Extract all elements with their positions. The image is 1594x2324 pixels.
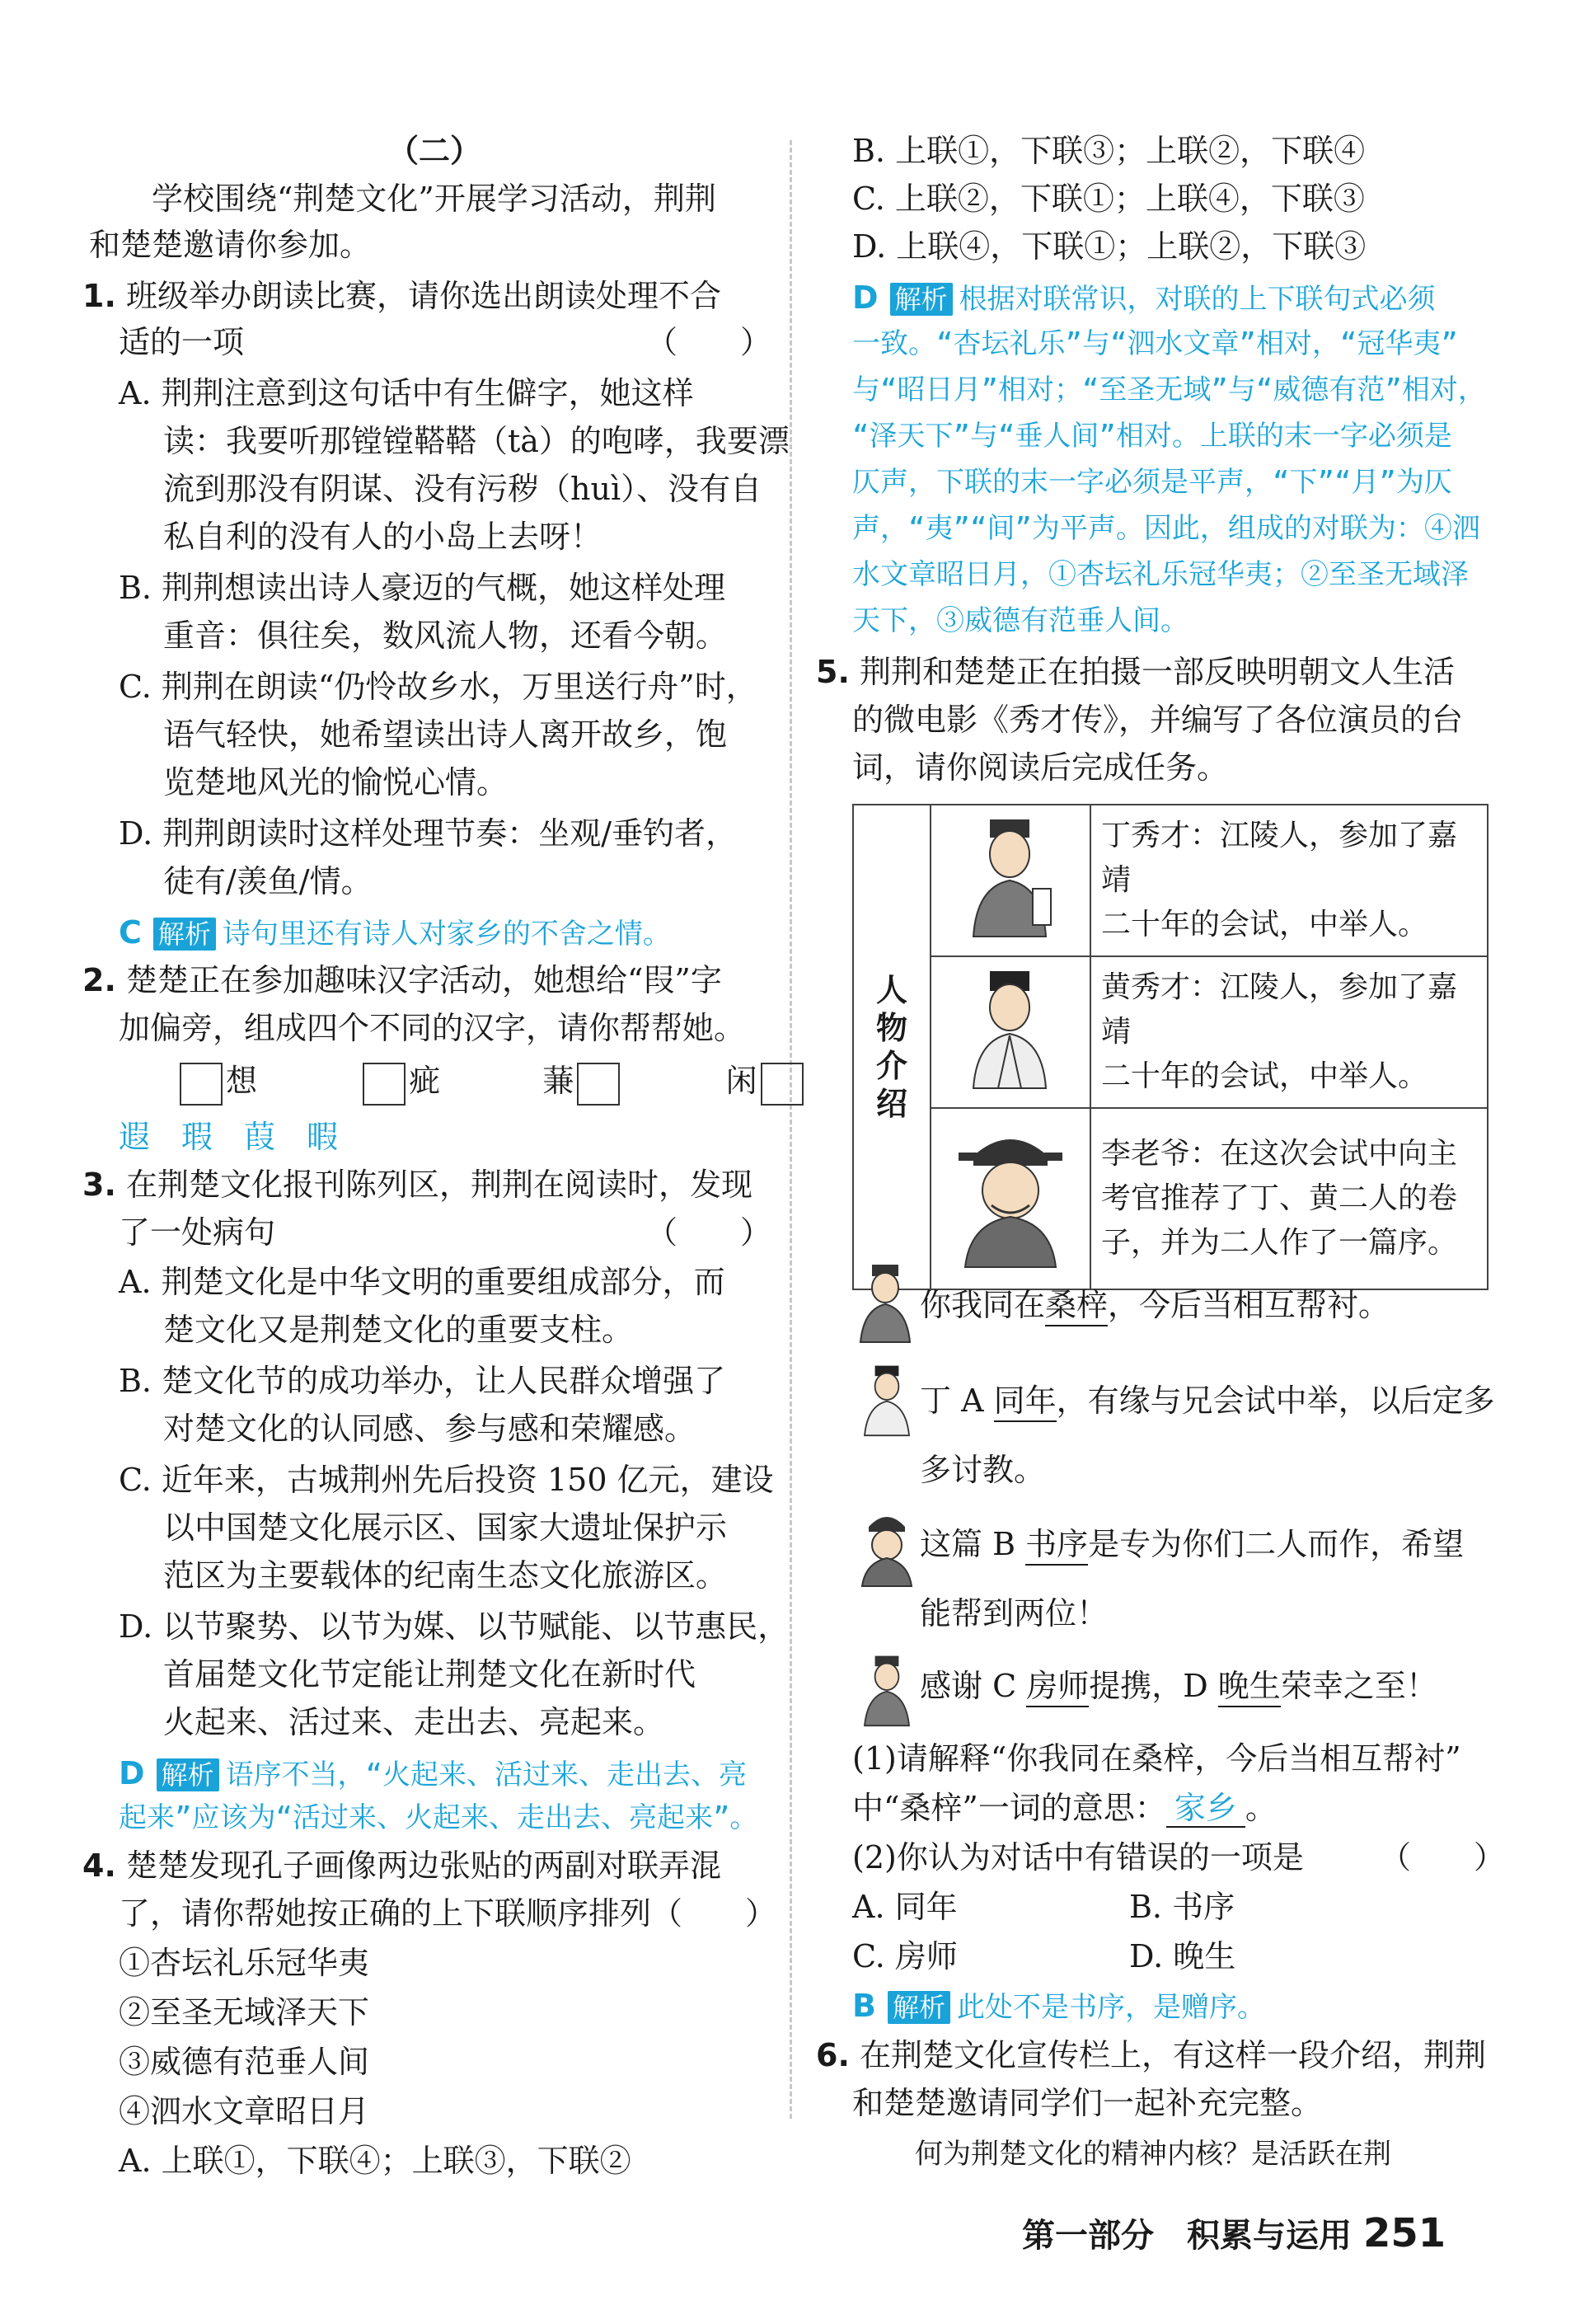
dialog-4-underlined-2: 晚生 <box>1218 1668 1281 1707</box>
q4-item-2: ②至圣无域泽天下 <box>119 1994 370 2031</box>
q4-answer-paren: （ ） <box>651 1895 777 1932</box>
q5-explanation <box>852 1987 1265 2026</box>
q5-sub1-period: 。 <box>1245 1790 1277 1826</box>
q4-analysis-tag: 解析 <box>890 283 953 316</box>
q5-sub2-text: (2)你认为对话中有错误的一项是 <box>852 1839 1304 1876</box>
page-number: 251 <box>1362 2210 1446 2256</box>
q1-option-d-2: 徒有/羡鱼/情。 <box>163 863 373 899</box>
scholar-portrait-icon <box>957 965 1064 1096</box>
q4-analysis-text-6: 声，“夷”“间”为平声。因此，组成的对联为：④泗 <box>852 512 1480 545</box>
q5-number: 5. <box>816 654 850 690</box>
q1-option-a-3: 流到那没有阴谋、没有污秽（huì）、没有自 <box>163 471 762 507</box>
q6-stem-line-2: 和楚楚邀请同学们一起补充完整。 <box>852 2085 1323 2121</box>
table-title-char-4: 绍 <box>875 1086 907 1122</box>
q2-stem-text-1: 楚楚正在参加趣味汉字活动，她想给“叚”字 <box>125 962 722 998</box>
q1-analysis-tag: 解析 <box>153 918 216 951</box>
q6-number: 6. <box>816 2037 850 2073</box>
q2-stem-line-2: 加偏旁，组成四个不同的汉字，请你帮帮她。 <box>119 1010 746 1046</box>
section-title: （二） <box>387 132 482 169</box>
q1-option-c-3: 览楚地风光的愉悦心情。 <box>163 764 509 800</box>
dialog-4-underlined-1: 房师 <box>1026 1668 1089 1707</box>
q2-blank-box-1[interactable] <box>180 1063 223 1106</box>
q4-analysis-text-5: 仄声，下联的末一字必须是平声，“下”“月”为仄 <box>852 466 1452 499</box>
q4-option-b: B. 上联①，下联③；上联②，下联④ <box>852 133 1366 169</box>
character-table-title <box>853 805 931 1289</box>
q6-stem-text-1: 在荆楚文化宣传栏上，有这样一段介绍，荆荆 <box>859 2037 1486 2073</box>
q4-number: 4. <box>82 1847 116 1884</box>
q1-option-b-1: B. 荆荆想读出诗人豪迈的气概，她这样处理 <box>119 570 726 606</box>
dialog-2-underlined: 同年 <box>994 1383 1057 1422</box>
speaker-ding-2-icon <box>857 1649 917 1731</box>
role-huang-line-2: 二十年的会试，中举人。 <box>1101 1059 1428 1093</box>
q5-analysis-tag: 解析 <box>888 1991 950 2024</box>
dialog-1 <box>920 1286 1390 1324</box>
portrait-ding <box>931 805 1090 956</box>
q1-option-d-1: D. 荆荆朗读时这样处理节奏：坐观/垂钓者， <box>119 815 738 852</box>
dialog-1-underlined: 桑梓 <box>1045 1287 1108 1326</box>
q1-answer-paren: （ ） <box>646 324 772 360</box>
q4-item-3: ③威德有范垂人间 <box>119 2044 370 2080</box>
q2-blank-char-3: 蒹 <box>542 1063 574 1099</box>
q3-option-a-2: 楚文化又是荆楚文化的重要支柱。 <box>163 1312 634 1348</box>
q5-analysis-text: 此处不是书序，是赠序。 <box>956 1991 1265 2024</box>
q4-analysis-text-7: 水文章昭日月，①杏坛礼乐冠华夷；②至圣无域泽 <box>852 558 1469 591</box>
dialog-3-post: 是专为你们二人而作，希望 <box>1088 1526 1465 1562</box>
q1-number: 1. <box>82 278 116 314</box>
q1-analysis-text: 诗句里还有诗人对家乡的不舍之情。 <box>222 918 671 951</box>
q4-stem-line-2 <box>119 1894 776 1932</box>
table-title-char-1: 人 <box>875 972 907 1008</box>
speaker-li-icon <box>854 1505 920 1588</box>
q5-stem-line-1 <box>816 653 1455 691</box>
dialog-2-line-2: 多讨教。 <box>920 1452 1046 1488</box>
q3-stem-text-1: 在荆楚文化报刊陈列区，荆荆在阅读时，发现 <box>125 1167 752 1203</box>
role-li-line-3: 子，并为二人作了一篇序。 <box>1101 1226 1458 1260</box>
q2-blank-char-4: 闲 <box>725 1063 757 1099</box>
role-li <box>1090 1108 1488 1289</box>
character-table <box>852 804 1489 1290</box>
q1-answer: C <box>119 914 142 951</box>
speaker-ding-icon <box>852 1261 918 1344</box>
q2-blank-box-4[interactable] <box>761 1063 804 1106</box>
q2-blank-box-2[interactable] <box>363 1063 406 1106</box>
q3-answer-paren: （ ） <box>646 1214 772 1251</box>
q3-option-b-1: B. 楚文化节的成功举办，让人民群众增强了 <box>119 1363 726 1399</box>
q6-stem-line-1 <box>816 2036 1486 2074</box>
q3-answer: D <box>119 1755 145 1791</box>
q2-blank-box-3[interactable] <box>577 1063 620 1106</box>
q5-sub1-text: 中“桑梓”一词的意思： <box>852 1790 1166 1826</box>
q1-option-a-2: 读：我要听那镗镗鞳鞳（tà）的咆哮，我要漂 <box>163 423 790 459</box>
role-li-line-1: 李老爷：在这次会试中向主 <box>1101 1137 1458 1171</box>
q1-option-c-2: 语气轻快，她希望读出诗人离开故乡，饱 <box>163 716 728 753</box>
q4-option-d: D. 上联④，下联①；上联②，下联③ <box>852 228 1367 265</box>
q4-stem-line-1 <box>82 1847 721 1885</box>
q3-stem-line-1 <box>82 1166 752 1204</box>
role-huang <box>1090 956 1488 1108</box>
q3-option-a-1: A. 荆楚文化是中华文明的重要组成部分，而 <box>119 1264 725 1300</box>
role-ding <box>1090 805 1488 956</box>
q4-stem-text-1: 楚楚发现孔子画像两边张贴的两副对联弄混 <box>125 1847 721 1884</box>
q3-stem-text-2: 了一处病句 <box>119 1214 276 1251</box>
q5-option-d: D. 晚生 <box>1129 1938 1236 1974</box>
q2-blank-char-1: 想 <box>226 1063 258 1099</box>
portrait-li <box>931 1108 1090 1289</box>
q5-sub1-line-1: (1)请解释“你我同在桑梓，今后当相互帮衬” <box>852 1740 1461 1777</box>
q5-sub1-line-2 <box>852 1789 1277 1827</box>
q3-option-d-2: 首届楚文化节定能让荆楚文化在新时代 <box>163 1656 696 1693</box>
q4-option-a: A. 上联①，下联④；上联③，下联② <box>119 2143 631 2179</box>
role-huang-line-1: 黄秀才：江陵人，参加了嘉靖 <box>1101 970 1458 1049</box>
q5-sub1-answer: 家乡 <box>1166 1790 1245 1828</box>
q5-answer-paren: （ ） <box>1380 1839 1506 1876</box>
table-title-char-2: 物 <box>875 1010 907 1046</box>
q1-stem-line-1 <box>82 277 721 315</box>
q4-analysis-text-8: 天下，③威德有范垂人间。 <box>852 604 1188 637</box>
q3-stem-line-2 <box>119 1214 772 1251</box>
role-ding-line-1: 丁秀才：江陵人，参加了嘉靖 <box>1101 819 1458 897</box>
q4-explanation-1 <box>852 279 1436 318</box>
dialog-1-pre: 你我同在 <box>920 1287 1046 1323</box>
q3-option-d-3: 火起来、活过来、走出去、亮起来。 <box>163 1704 665 1740</box>
dialog-2-post: ，有缘与兄会试中举，以后定多 <box>1056 1383 1495 1419</box>
q3-option-c-2: 以中国楚文化展示区、国家大遗址保护示 <box>163 1509 728 1546</box>
footer-part-label: 第一部分 积累与运用 <box>1022 2217 1352 2255</box>
q1-option-a-4: 私自利的没有人的小岛上去呀！ <box>163 519 602 555</box>
dialog-2 <box>920 1382 1495 1420</box>
q2-answers: 遐 瑕 葭 暇 <box>119 1119 339 1155</box>
q5-option-c: C. 房师 <box>852 1938 958 1974</box>
q1-option-a-1: A. 荆荆注意到这句话中有生僻字，她这样 <box>119 375 694 411</box>
q2-number: 2. <box>82 962 116 998</box>
q1-stem-text-2: 适的一项 <box>119 324 245 360</box>
q3-option-d-1: D. 以节聚势、以节为媒、以节赋能、以节惠民， <box>119 1608 790 1645</box>
q4-option-c: C. 上联②，下联①；上联④，下联③ <box>852 181 1365 217</box>
q3-analysis-text-2: 起来”应该为“活过来、火起来、走出去、亮起来”。 <box>119 1801 758 1834</box>
q4-stem-text-2: 了，请你帮她按正确的上下联顺序排列 <box>119 1895 652 1932</box>
q1-stem-line-2 <box>119 323 772 361</box>
q3-option-b-2: 对楚文化的认同感、参与感和荣耀感。 <box>163 1411 696 1447</box>
portrait-huang <box>931 956 1090 1108</box>
q4-answer: D <box>852 279 879 316</box>
q3-explanation-1 <box>119 1754 747 1794</box>
intro-line-1: 学校围绕“荆楚文化”开展学习活动，荆荆 <box>152 181 716 217</box>
q2-blank-row <box>176 1062 807 1106</box>
official-portrait-icon <box>949 1123 1072 1271</box>
dialog-3-pre: 这篇 B <box>920 1526 1026 1562</box>
q3-option-c-3: 范区为主要载体的纪南生态文化旅游区。 <box>163 1557 728 1594</box>
dialog-4-mid: 提携，D <box>1089 1668 1218 1704</box>
q5-sub2 <box>852 1838 1506 1876</box>
table-title-char-3: 介 <box>875 1048 907 1084</box>
q3-option-c-1: C. 近年来，古城荆州先后投资 150 亿元，建设 <box>119 1462 774 1498</box>
q5-stem-line-2: 的微电影《秀才传》，并编写了各位演员的台 <box>852 702 1464 738</box>
dialog-3-line-2: 能帮到两位！ <box>920 1595 1109 1631</box>
q5-option-b: B. 书序 <box>1129 1889 1235 1925</box>
dialog-4-post: 荣幸之至！ <box>1280 1668 1437 1704</box>
speaker-huang-icon <box>857 1359 917 1441</box>
dialog-4-pre: 感谢 C <box>920 1668 1027 1704</box>
dialog-3-underlined: 书序 <box>1025 1526 1088 1566</box>
dialog-1-post: ，今后当相互帮衬。 <box>1108 1287 1390 1323</box>
q4-item-4: ④泗水文章昭日月 <box>119 2093 370 2129</box>
dialog-4 <box>920 1667 1437 1705</box>
q6-passage: 何为荆楚文化的精神内核？是活跃在荆 <box>915 2138 1391 2171</box>
dialog-3 <box>920 1525 1464 1563</box>
q3-number: 3. <box>82 1167 116 1203</box>
scholar-portrait-icon <box>957 813 1064 945</box>
q3-analysis-tag: 解析 <box>157 1758 219 1791</box>
dialog-2-pre: 丁 A <box>920 1383 994 1419</box>
q4-item-1: ①杏坛礼乐冠华夷 <box>119 1945 370 1981</box>
q2-stem-line-1 <box>82 961 722 999</box>
role-li-line-2: 考官推荐了丁、黄二人的卷 <box>1101 1181 1458 1215</box>
column-divider <box>790 140 792 2119</box>
q4-analysis-text-1: 根据对联常识，对联的上下联句式必须 <box>959 283 1436 316</box>
page-footer <box>1022 2209 1446 2256</box>
intro-line-2: 和楚楚邀请你参加。 <box>89 227 372 263</box>
q5-answer: B <box>852 1988 876 2024</box>
q1-option-c-1: C. 荆荆在朗读“仍怜故乡水，万里送行舟”时， <box>119 669 757 705</box>
q4-analysis-text-3: 与“昭日月”相对；“至圣无域”与“威德有范”相对， <box>852 373 1486 406</box>
q4-analysis-text-4: “泽天下”与“垂人间”相对。上联的末一字必须是 <box>852 420 1452 453</box>
q5-option-a: A. 同年 <box>852 1889 958 1925</box>
q1-option-b-2: 重音：俱往矣，数风流人物，还看今朝。 <box>163 617 728 654</box>
q2-blank-char-2: 疵 <box>409 1063 441 1099</box>
q4-analysis-text-2: 一致。“杏坛礼乐”与“泗水文章”相对，“冠华夷” <box>852 327 1458 360</box>
role-ding-line-2: 二十年的会试，中举人。 <box>1101 908 1428 941</box>
q3-analysis-text-1: 语序不当，“火起来、活过来、走出去、亮 <box>225 1758 748 1791</box>
q5-stem-line-3: 词，请你阅读后完成任务。 <box>852 749 1229 786</box>
q1-stem-text-1: 班级举办朗读比赛，请你选出朗读处理不合 <box>125 278 721 314</box>
q1-explanation <box>119 913 671 953</box>
q5-stem-text-1: 荆荆和楚楚正在拍摄一部反映明朝文人生活 <box>859 654 1455 690</box>
